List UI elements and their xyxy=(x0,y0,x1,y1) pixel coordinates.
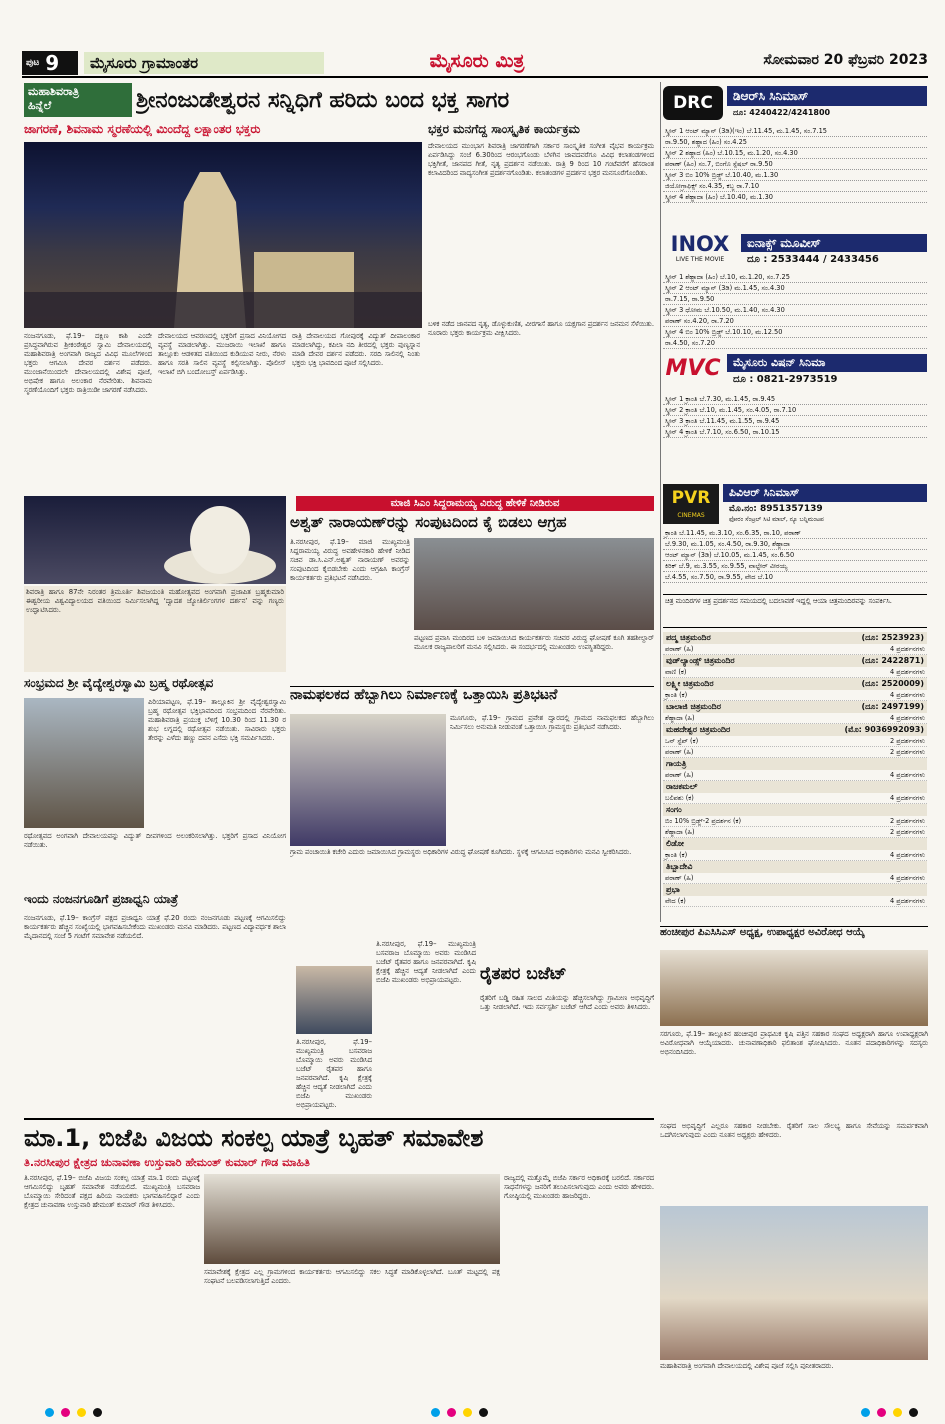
temple-night-photo xyxy=(24,142,422,328)
theatre-name xyxy=(663,655,927,667)
mvc-phone: ದೂ : 0821-2973519 xyxy=(733,374,838,385)
registration-marks-right xyxy=(860,1402,940,1414)
drc-phone: ದೂ: 4240422/4241800 xyxy=(733,108,831,117)
theatre-phone: (ಮೊ: 9036992093) xyxy=(844,725,924,734)
pvr-address: ಫೋರಂ ಸೆಂಟ್ರಲ್ ಸಿಟಿ ಮಾಲ್, ನ್ಯೂ ಬನ್ನಿಮಂಟಪ xyxy=(729,516,824,523)
hebbagilu-headline: ನಾಮಫಲಕದ ಹೆಬ್ಬಾಗಿಲು ನಿರ್ಮಾಣಕ್ಕೆ ಒತ್ತಾಯಿಸಿ ಪ್ರತಿಭಟನೆ xyxy=(290,686,654,712)
mvc-row: ಸ್ಕ್ರೀನ್ 2 ಕ್ರಾಂತಿ ಬೆ.10, ಮ.1.45, ಸಂ.4.05, ರಾ.7.10 xyxy=(663,405,927,416)
drc-row: ರಾ.9.50, ಶಹ್ಜಾದ (ಹಿಂ) ಸಂ.4.25 xyxy=(663,137,927,148)
shiva-idol-photo xyxy=(660,1206,928,1360)
registration-marks-center xyxy=(430,1402,510,1414)
movie-title: ಶೆಹ್ಜಾದಾ (ಹಿ) xyxy=(665,828,695,836)
theatre-show-row xyxy=(663,850,927,861)
pvr-header xyxy=(663,482,927,526)
theatre-show-row xyxy=(663,690,927,701)
lead-headline: ಶ್ರೀನಂಜುಡೇಶ್ವರನ ಸನ್ನಿಧಿಗೆ ಹರಿದು ಬಂದ ಭಕ್ತ ಸಾಗರ xyxy=(136,88,510,113)
theatre-title: ವುಡ್‌ಲ್ಯಾಂಡ್ಸ್ ಚಿತ್ರಮಂದಿರ xyxy=(666,656,735,665)
show-count: 4 ಪ್ರದರ್ಶನಗಳು xyxy=(889,668,925,676)
shivalinga-caption: ಶಿವರಾತ್ರಿ ಹಾಗೂ 87ನೇ ನಿರಂತರ ತ್ರಿಮೂರ್ತಿ ಶಿವಜಯಂತಿ ಮಹೋತ್ಸವದ ಅಂಗವಾಗಿ ಪ್ರಜಾಪಿತ ಬ್ರಹ್ಮಕುಮಾರಿ ಈಶ್ವರೀಯ ವಿಶ್ವವಿದ್ಯಾಲಯದ ವತಿಯಿಂದ ನಿರ್ಮಿಸಲಾಗಿದ್ದ ‘ದ್ವಾದಶ ಜ್ಯೋತಿರ್ಲಿಂಗಗಳ ದರ್ಶನ’ ವನ್ನು ಗಣ್ಯರು ಉದ್ಘಾಟಿಸಿದರು. xyxy=(24,586,286,672)
theatre-show-row xyxy=(663,827,927,838)
reg-dot-black xyxy=(93,1408,102,1417)
masthead: ಮೈಸೂರು ಮಿತ್ರ xyxy=(429,50,525,72)
pvr-row: ಕಿರಿಕ್ ಬೆ.9, ಮ.3.55, ಸಂ.9.55, ವಾಲ್ಟೇರ್ ವೀರಯ್ಯ xyxy=(663,561,927,572)
siddu-kicker: ಮಾಜಿ ಸಿಎಂ ಸಿದ್ದರಾಮಯ್ಯ ವಿರುದ್ಧ ಹೇಳಿಕೆ ನೀಡಿರುವ xyxy=(296,496,654,511)
theatre-title: ಪ್ರಭಾ xyxy=(666,885,680,894)
reg-dot-cyan xyxy=(861,1408,870,1417)
pvr-row: ಕ್ರಾಂತಿ ಬೆ.11.45, ಮ.3.10, ಸಂ.6.35, ರಾ.10, ಪಠಾಣ್ xyxy=(663,528,927,539)
theatre-phone: (ದೂ: 2520009) xyxy=(861,679,924,688)
crowd xyxy=(24,292,422,328)
vijaya-subhead: ತಿ.ನರಸೀಪುರ ಕ್ಷೇತ್ರದ ಚುನಾವಣಾ ಉಸ್ತುವಾರಿ ಹೇಮಂತ್ ಕುಮಾರ್ ಗೌಡ ಮಾಹಿತಿ xyxy=(24,1156,310,1169)
culture-headline: ಭಕ್ತರ ಮನಗೆದ್ದ ಸಾಂಸ್ಕೃತಿಕ ಕಾರ್ಯಕ್ರಮ xyxy=(428,122,580,136)
shivalinga-illustration xyxy=(24,496,286,584)
hanchipura-body-2: ಸಂಘದ ಅಭಿವೃದ್ಧಿಗೆ ಎಲ್ಲರೂ ಸಹಕಾರ ನೀಡಬೇಕು. ರೈತರಿಗೆ ಸಾಲ ಸೌಲಭ್ಯ ಹಾಗೂ ಸೇವೆಯನ್ನು ಸಮರ್ಪಕವಾಗಿ ಒದಗಿಸಲಾಗುವುದು ಎಂದು ನೂತನ ಅಧ್ಯಕ್ಷರು ಹೇಳಿದರು. xyxy=(660,1122,928,1139)
theatre-show-row xyxy=(663,896,927,907)
reg-dot-black xyxy=(479,1408,488,1417)
drc-row: ಸ್ಕ್ರೀನ್ 1 ಆಂಟ್ ಮ್ಯಾನ್ (3ಡಿ)(ಇಂ) ಬೆ.11.45, ಮ.1.45, ಸಂ.7.15 xyxy=(663,126,927,137)
drc-title: ಡಿಆರ್‌ಸಿ ಸಿನಿಮಾಸ್ xyxy=(727,86,927,106)
lead-tag-line1: ಮಹಾಶಿವರಾತ್ರಿ xyxy=(28,85,80,98)
cinema-notice: ಚಿತ್ರ ಮಂದಿರಗಳ ಚಿತ್ರ ಪ್ರದರ್ಶನದ ಸಮಯದಲ್ಲಿ ಬದಲಾವಣೆ ಇದ್ದಲ್ಲಿ ಆಯಾ ಚಿತ್ರಮಂದಿರವನ್ನು ಸಂಪರ್ಕಿಸಿ. xyxy=(663,594,927,628)
show-count: 4 ಪ್ರದರ್ಶನಗಳು xyxy=(889,691,925,699)
temple-illustration xyxy=(24,142,422,328)
budget-portrait xyxy=(296,966,372,1034)
page-number-box xyxy=(22,51,78,75)
vijaya-headline: ಮಾ.1, ಬಿಜೆಪಿ ವಿಜಯ ಸಂಕಲ್ಪ ಯಾತ್ರೆ ಬೃಹತ್ ಸಮಾವೇಶ xyxy=(24,1118,654,1154)
movie-title: ಪಠಾಣ್ (ಹಿ) xyxy=(665,645,694,653)
theatre-name xyxy=(663,758,927,770)
inox-title: ಐನಾಕ್ಸ್ ಮೂವೀಸ್ xyxy=(741,234,927,252)
inox-row: ಸ್ಕ್ರೀನ್ 4 ಬಿಂ 10% ಬ್ರಿಡ್ಜ್ ಬೆ.10.10, ಮ.12.50 xyxy=(663,327,927,338)
drc-row: ಸ್ಕ್ರೀನ್ 3 ಬಿಂ 10% ಬ್ರಿಡ್ಜ್ ಬೆ.10.40, ಮ.1.30 xyxy=(663,170,927,181)
theatre-show-row xyxy=(663,873,927,884)
show-count: 4 ಪ್ರದರ್ಶನಗಳು xyxy=(889,794,925,802)
rathotsava-headline: ಸಂಭ್ರಮದ ಶ್ರೀ ವೈದ್ಯೇಶ್ವರಸ್ವಾಮಿ ಬ್ರಹ್ಮ ರಥೋತ್ಸವ xyxy=(24,676,214,690)
budget-headline: ರೈತಪರ ಬಜೆಟ್ xyxy=(480,964,567,984)
reg-dot-black xyxy=(909,1408,918,1417)
siddu-body: ತಿ.ನರಸೀಪುರ, ಫೆ.19– ಮಾಜಿ ಮುಖ್ಯಮಂತ್ರಿ ಸಿದ್ದರಾಮಯ್ಯ ವಿರುದ್ಧ ಅವಹೇಳನಕಾರಿ ಹೇಳಿಕೆ ನೀಡಿದ ಸಚಿವ ಡಾ.ಸಿ.ಎನ್.ಅಶ್ವತ್ ನಾರಾಯಣ್ ಅವರನ್ನು ಸಂಪುಟದಿಂದ ಕೈಬಿಡಬೇಕು ಎಂದು ಆಗ್ರಹಿಸಿ ಕಾಂಗ್ರೆಸ್ ಕಾರ್ಯಕರ್ತರು ಪ್ರತಿಭಟನೆ ನಡೆಸಿದರು. xyxy=(290,538,410,582)
theatre-name xyxy=(663,724,927,736)
prajadhwani-body: ನಂಜನಗೂಡು, ಫೆ.19– ಕಾಂಗ್ರೆಸ್ ಪಕ್ಷದ ಪ್ರಜಾಧ್ವನಿ ಯಾತ್ರೆ ಫೆ.20 ರಂದು ನಂಜನಗೂಡು ಪಟ್ಟಣಕ್ಕೆ ಆಗಮಿಸಲಿದ್ದು ಕಾರ್ಯಕರ್ತರು ಹೆಚ್ಚಿನ ಸಂಖ್ಯೆಯಲ್ಲಿ ಭಾಗವಹಿಸಬೇಕೆಂದು ಮುಖಂಡರು ಮನವಿ ಮಾಡಿದರು. ಪಟ್ಟಣದ ವಿದ್ಯಾವರ್ಧಕ ಶಾಲಾ ಮೈದಾನದಲ್ಲಿ ಸಂಜೆ 5 ಗಂಟೆಗೆ ಸಮಾವೇಶ ನಡೆಯಲಿದೆ. xyxy=(24,914,286,940)
theatre-phone: (ದೂ: 2497199) xyxy=(861,702,924,711)
theatre-name xyxy=(663,861,927,873)
vijaya-body: ತಿ.ನರಸೀಪುರ, ಫೆ.19– ಬಿಜೆಪಿ ವಿಜಯ ಸಂಕಲ್ಪ ಯಾತ್ರೆ ಮಾ.1 ರಂದು ಪಟ್ಟಣಕ್ಕೆ ಆಗಮಿಸಲಿದ್ದು ಬೃಹತ್ ಸಮಾವೇಶ ನಡೆಯಲಿದೆ. ಮುಖ್ಯಮಂತ್ರಿ ಬಸವರಾಜ ಬೊಮ್ಮಾಯಿ ಸೇರಿದಂತೆ ಪಕ್ಷದ ಹಿರಿಯ ನಾಯಕರು ಭಾಗವಹಿಸಲಿದ್ದಾರೆ ಎಂದು ಕ್ಷೇತ್ರದ ಚುನಾವಣಾ ಉಸ್ತುವಾರಿ ಹೇಮಂತ್ ಕುಮಾರ್ ಗೌಡ ತಿಳಿಸಿದರು. xyxy=(24,1174,200,1209)
show-count: 4 ಪ್ರದರ್ಶನಗಳು xyxy=(889,645,925,653)
theatre-name xyxy=(663,701,927,713)
pvr-schedule xyxy=(663,528,927,584)
rathotsava-body-2: ರಥೋತ್ಸವದ ಅಂಗವಾಗಿ ದೇವಾಲಯವನ್ನು ವಿದ್ಯುತ್ ದೀಪಗಳಿಂದ ಅಲಂಕರಿಸಲಾಗಿತ್ತು. ಭಕ್ತರಿಗೆ ಪ್ರಸಾದ ವಿನಿಯೋಗ ನಡೆಯಿತು. xyxy=(24,832,286,849)
hanchipura-photo xyxy=(660,950,928,1026)
registration-marks-left xyxy=(44,1402,124,1414)
pvr-row: ಬೆ.4.55, ಸಂ.7.50, ರಾ.9.55, ವೇದ ಬೆ.10 xyxy=(663,572,927,583)
siddu-body-2: ಪಟ್ಟಣದ ಪ್ರವಾಸಿ ಮಂದಿರದ ಬಳಿ ಜಮಾಯಿಸಿದ ಕಾರ್ಯಕರ್ತರು ಸಚಿವರ ವಿರುದ್ಧ ಘೋಷಣೆ ಕೂಗಿ ತಹಶೀಲ್ದಾರ್ ಮೂಲಕ ರಾಜ್ಯಪಾಲರಿಗೆ ಮನವಿ ಸಲ್ಲಿಸಿದರು. ಈ ಸಂದರ್ಭದಲ್ಲಿ ಮುಖಂಡರು ಉಪಸ್ಥಿತರಿದ್ದರು. xyxy=(414,634,654,651)
theatre-show-row xyxy=(663,747,927,758)
protest-photo xyxy=(414,538,654,630)
movie-title: ಪಠಾಣ್ (ಹಿ) xyxy=(665,771,694,779)
rathotsava-body: ಪಿರಿಯಾಪಟ್ಟಣ, ಫೆ.19– ತಾಲ್ಲೂಕಿನ ಶ್ರೀ ವೈದ್ಯೇಶ್ವರಸ್ವಾಮಿ ಬ್ರಹ್ಮ ರಥೋತ್ಸವ ಭಕ್ತಿಭಾವದಿಂದ ಸಂಭ್ರಮದಿಂದ ನೆರವೇರಿತು. ಮಹಾಶಿವರಾತ್ರಿ ಪ್ರಯುಕ್ತ ಬೆಳಿಗ್ಗೆ 10.30 ರಿಂದ 11.30 ರ ಶುಭ ಲಗ್ನದಲ್ಲಿ ರಥೋತ್ಸವ ನಡೆಯಿತು. ಸಾವಿರಾರು ಭಕ್ತರು ತೇರನ್ನು ಎಳೆದು ಹಣ್ಣು ದವನ ಎಸೆದು ಭಕ್ತಿ ಸಮರ್ಪಿಸಿದರು. xyxy=(148,698,286,742)
inox-phone: ದೂ : 2533444 / 2433456 xyxy=(747,254,879,265)
mvc-row: ಸ್ಕ್ರೀನ್ 3 ಕ್ರಾಂತಿ ಬೆ.11.45, ಮ.1.55, ರಾ.9.45 xyxy=(663,416,927,427)
culture-body: ದೇವಾಲಯದ ಮುಂಭಾಗ ಶಿವರಾತ್ರಿ ಜಾಗರಣೆಗಾಗಿ ಸರ್ಕಾರ ಸಾಂಸ್ಕೃತಿಕ ಸಂಗೀತ ವೈಭವ ಕಾರ್ಯಕ್ರಮ ಏರ್ಪಡಿಸಿದ್ದು ಸಂಜೆ 6.30ರಿಂದ ಆರಂಭಗೊಂಡು ಬೆಳಗಿನ ಜಾವದವರೆಗೂ ವಿವಿಧ ಕಲಾತಂಡಗಳಿಂದ ಭಕ್ತಿಗೀತೆ, ಜಾನಪದ ಗೀತೆ, ನೃತ್ಯ ಪ್ರದರ್ಶನ ನಡೆಯಿತು. ರಾತ್ರಿ 9 ರಿಂದ 10 ಗಂಟೆವರೆಗೆ ಹೆಸರಾಂತ ಕಲಾವಿದರಿಂದ ವಾದ್ಯಸಂಗೀತ ಪ್ರದರ್ಶನಗೊಂಡಿತು. ಕಲಾತಂಡಗಳ ಪ್ರದರ್ಶನ ಭಕ್ತರ ಮನಸೂರೆಗೊಂಡಿತು. xyxy=(428,142,654,177)
drc-header xyxy=(663,84,927,124)
theatre-title: ಬಾಲಾಜಿ ಚಿತ್ರಮಂದಿರ xyxy=(666,702,721,711)
theatre-name xyxy=(663,632,927,644)
inox-row: ಸ್ಕ್ರೀನ್ 2 ಆಂಟ್ ಮ್ಯಾನ್ (3ಡಿ) ಮ.1.45, ಸಂ.4.30 xyxy=(663,283,927,294)
mvc-header xyxy=(663,352,927,392)
hanchipura-headline: ಹಂಚೀಪುರ ಪಿಎಸಿಸಿಎಸ್ ಅಧ್ಯಕ್ಷ, ಉಪಾಧ್ಯಕ್ಷರ ಅವಿರೋಧ ಆಯ್ಕೆ xyxy=(660,926,928,946)
theatre-show-row xyxy=(663,770,927,781)
reg-dot-magenta xyxy=(61,1408,70,1417)
theatre-phone: (ದೂ: 2422871) xyxy=(861,656,924,665)
show-count: 4 ಪ್ರದರ್ಶನಗಳು xyxy=(889,771,925,779)
show-count: 2 ಪ್ರದರ್ಶನಗಳು xyxy=(889,828,925,836)
reg-dot-yellow xyxy=(77,1408,86,1417)
drc-row: ಸ್ಕ್ರೀನ್ 4 ಶೆಹ್ಜಾದಾ (ಹಿಂ) ಬೆ.10.40, ಮ.1.30 xyxy=(663,192,927,203)
pvr-logo-text: PVR xyxy=(671,488,711,508)
theatre-show-row xyxy=(663,736,927,747)
reg-dot-cyan xyxy=(431,1408,440,1417)
movie-title: ಕ್ರಾಂತಿ (ಕ) xyxy=(665,691,688,699)
mvc-logo: MVC xyxy=(665,356,721,381)
reg-dot-yellow xyxy=(893,1408,902,1417)
pvr-title: ಪಿವಿಆರ್ ಸಿನಿಮಾಸ್ xyxy=(723,484,927,502)
reg-dot-magenta xyxy=(447,1408,456,1417)
movie-title: ವೇದ (ಕ) xyxy=(665,897,686,905)
mvc-row: ಸ್ಕ್ರೀನ್ 4 ಕ್ರಾಂತಿ ಬೆ.7.10, ಸಂ.6.50, ರಾ.10.15 xyxy=(663,427,927,438)
pvr-row: ಆಂಟ್ ಮ್ಯಾನ್ (3ಡಿ) ಬೆ.10.05, ಮ.1.45, ಸಂ.6.50 xyxy=(663,550,927,561)
culture-body-2: ಬಳಿಕ ನಡೆದ ಜಾನಪದ ನೃತ್ಯ, ಡೊಳ್ಳುಕುಣಿತ, ವೀರಗಾಸೆ ಹಾಗೂ ಯಕ್ಷಗಾನ ಪ್ರದರ್ಶನ ಜನಮನ ಸೆಳೆಯಿತು. ನೂರಾರು ಭಕ್ತರು ಕಾರ್ಯಕ್ರಮ ವೀಕ್ಷಿಸಿದರು. xyxy=(428,320,654,337)
lead-tag xyxy=(24,83,132,117)
drc-row: ಸ್ಕ್ರೀನ್ 2 ಶಹ್ಜಾದ (ಹಿಂ) ಬೆ.10.15, ಮ.1.20, ಸಂ.4.30 xyxy=(663,148,927,159)
header-date: ಸೋಮವಾರ 20 ಫೆಬ್ರವರಿ 2023 xyxy=(763,52,928,68)
theatre-show-row xyxy=(663,644,927,655)
siddu-headline: ಅಶ್ವತ್ ನಾರಾಯಣ್‌ರನ್ನು ಸಂಪುಟದಿಂದ ಕೈ ಬಿಡಲು ಆಗ್ರಹ xyxy=(290,513,567,531)
theatre-title: ಪದ್ಮ ಚಿತ್ರಮಂದಿರ xyxy=(666,633,711,642)
lead-tag-line2: ಹಿನ್ನೆಲೆ xyxy=(28,99,52,112)
show-count: 4 ಪ್ರದರ್ಶನಗಳು xyxy=(889,897,925,905)
movie-title: ವಾಣಿ (ಕ) xyxy=(665,668,687,676)
theatre-show-row xyxy=(663,667,927,678)
theatre-name xyxy=(663,884,927,896)
theatre-title: ಗಾಯತ್ರಿ xyxy=(666,759,687,768)
inox-row: ರಾ.7.15, ರಾ.9.50 xyxy=(663,294,927,305)
vijaya-body-2: ಸಮಾವೇಶಕ್ಕೆ ಕ್ಷೇತ್ರದ ಎಲ್ಲ ಗ್ರಾಮಗಳಿಂದ ಕಾರ್ಯಕರ್ತರು ಆಗಮಿಸಲಿದ್ದು ಸಕಲ ಸಿದ್ಧತೆ ಮಾಡಿಕೊಳ್ಳಲಾಗಿದೆ. ಬೂತ್ ಮಟ್ಟದಲ್ಲಿ ಪಕ್ಷ ಸಂಘಟನೆ ಬಲಪಡಿಸಲಾಗುತ್ತಿದೆ ಎಂದರು. xyxy=(204,1268,500,1285)
reg-dot-cyan xyxy=(45,1408,54,1417)
hebbagilu-photo xyxy=(290,714,446,846)
vijaya-photo xyxy=(204,1174,500,1264)
theatre-title: ಲಿಡೋ xyxy=(666,839,684,848)
show-count: 2 ಪ್ರದರ್ಶನಗಳು xyxy=(889,817,925,825)
pvr-row: ಬೆ.9.30, ಮ.1.05, ಸಂ.4.50, ರಾ.9.30, ಶೆಹ್ಜಾದಾ xyxy=(663,539,927,550)
reg-dot-magenta xyxy=(877,1408,886,1417)
inox-row: ರಾ.4.50, ಸಂ.7.20 xyxy=(663,338,927,349)
lead-subhead: ಜಾಗರಣೆ, ಶಿವನಾಮ ಸ್ಮರಣೆಯಲ್ಲಿ ಮಿಂದೆದ್ದ ಲಕ್ಷಾಂತರ ಭಕ್ತರು xyxy=(24,122,261,136)
show-count: 4 ಪ್ರದರ್ಶನಗಳು xyxy=(889,874,925,882)
pvr-logo-sub: CINEMAS xyxy=(677,512,705,519)
lead-body-col2: ದೇವಾಲಯದ ಆವರಣದಲ್ಲಿ ಭಕ್ತರಿಗೆ ಪ್ರಸಾದ ವಿನಿಯೋಗದ ವ್ಯವಸ್ಥೆ ಮಾಡಲಾಗಿತ್ತು. ಮುಜರಾಯಿ ಇಲಾಖೆ ಹಾಗೂ ತಾಲ್ಲೂಕು ಆಡಳಿತದ ವತಿಯಿಂದ ಕುಡಿಯುವ ನೀರು, ನೆರಳು ಹಾಗೂ ಸರತಿ ಸಾಲಿನ ವ್ಯವಸ್ಥೆ ಕಲ್ಪಿಸಲಾಗಿತ್ತು. ಪೊಲೀಸ್ ಇಲಾಖೆ ಬಿಗಿ ಬಂದೋಬಸ್ತ್ ಏರ್ಪಡಿಸಿತ್ತು. xyxy=(158,332,286,376)
drc-logo: DRC xyxy=(663,86,723,120)
reg-dot-yellow xyxy=(463,1408,472,1417)
budget-body-3: ತಿ.ನರಸೀಪುರ, ಫೆ.19– ಮುಖ್ಯಮಂತ್ರಿ ಬಸವರಾಜ ಬೊಮ್ಮಾಯಿ ಅವರು ಮಂಡಿಸಿದ ಬಜೆಟ್ ರೈತಪರ ಹಾಗೂ ಜನಪರವಾಗಿದೆ. ಕೃಷಿ ಕ್ಷೇತ್ರಕ್ಕೆ ಹೆಚ್ಚಿನ ಆದ್ಯತೆ ನೀಡಲಾಗಿದೆ ಎಂದು ಬಿಜೆಪಿ ಮುಖಂಡರು ಅಭಿಪ್ರಾಯಪಟ್ಟರು. xyxy=(296,1038,372,1109)
mvc-title: ಮೈಸೂರು ವಿಷನ್ ಸಿನಿಮಾ xyxy=(727,354,927,372)
chariot-photo xyxy=(24,698,144,828)
theatre-name xyxy=(663,678,927,690)
theatre-name xyxy=(663,804,927,816)
drc-row: ಪಠಾಣ್ (ಹಿಂ) ಸಂ.7, ಬಿಂಗೊ ಸ್ಪೆಷಲ್ ರಾ.9.50 xyxy=(663,159,927,170)
show-count: 4 ಪ್ರದರ್ಶನಗಳು xyxy=(889,714,925,722)
movie-title: ಪಠಾಣ್ (ಹಿ) xyxy=(665,748,694,756)
page-number: 9 xyxy=(45,51,60,75)
movie-title: ಬಿಂ 10% ಬ್ರಿಡ್ಜ್-2 ಪ್ರದರ್ಶನ (ಕ) xyxy=(665,817,742,825)
drc-row: ಜಿಯೋಗ್ರಾಫಿಕ್ಸ್ ಸಂ.4.35, ಕಬ್ಜ ರಾ.7.10 xyxy=(663,181,927,192)
theatre-show-row xyxy=(663,793,927,804)
hebbagilu-body: ಮೂಗೂರು, ಫೆ.19– ಗ್ರಾಮದ ಪ್ರವೇಶ ದ್ವಾರದಲ್ಲಿ ಗ್ರಾಮದ ನಾಮಫಲಕದ ಹೆಬ್ಬಾಗಿಲು ನಿರ್ಮಿಸಲು ಅನುಮತಿ ನೀಡುವಂತೆ ಒತ್ತಾಯಿಸಿ ಗ್ರಾಮಸ್ಥರು ಪ್ರತಿಭಟನೆ ನಡೆಸಿದರು. xyxy=(450,714,654,731)
hanchipura-body: ಸರಗೂರು, ಫೆ.19– ತಾಲ್ಲೂಕಿನ ಹಂಚೀಪುರ ಪ್ರಾಥಮಿಕ ಕೃಷಿ ಪತ್ತಿನ ಸಹಕಾರ ಸಂಘದ ಅಧ್ಯಕ್ಷರಾಗಿ ಹಾಗೂ ಉಪಾಧ್ಯಕ್ಷರಾಗಿ ಅವಿರೋಧವಾಗಿ ಆಯ್ಕೆಯಾದರು. ಚುನಾವಣಾಧಿಕಾರಿ ಫಲಿತಾಂಶ ಘೋಷಿಸಿದರು. ನೂತನ ಪದಾಧಿಕಾರಿಗಳನ್ನು ಸದಸ್ಯರು ಅಭಿನಂದಿಸಿದರು. xyxy=(660,1030,928,1056)
inox-row: ಸ್ಕ್ರೀನ್ 3 ಧೋಮ ಬೆ.10.50, ಮ.1.40, ಸಂ.4.30 xyxy=(663,305,927,316)
page-header xyxy=(22,48,928,78)
movie-title: ಕ್ರಾಂತಿ (ಕ) xyxy=(665,851,688,859)
shivalinga-photo xyxy=(24,496,286,584)
theatre-show-row xyxy=(663,713,927,724)
inox-logo: INOX xyxy=(670,232,730,256)
linga-top xyxy=(190,506,250,574)
theatre-name xyxy=(663,781,927,793)
vijaya-body-3: ರಾಜ್ಯದಲ್ಲಿ ಮತ್ತೊಮ್ಮೆ ಬಿಜೆಪಿ ಸರ್ಕಾರ ಅಧಿಕಾರಕ್ಕೆ ಬರಲಿದೆ. ಸರ್ಕಾರದ ಸಾಧನೆಗಳನ್ನು ಜನರಿಗೆ ತಲುಪಿಸಲಾಗುವುದು ಎಂದು ಅವರು ಹೇಳಿದರು. ಗೋಷ್ಠಿಯಲ್ಲಿ ಮುಖಂಡರು ಹಾಜರಿದ್ದರು. xyxy=(504,1174,654,1200)
budget-body-2: ರೈತರಿಗೆ ಬಡ್ಡಿ ರಹಿತ ಸಾಲದ ಮಿತಿಯನ್ನು ಹೆಚ್ಚಿಸಲಾಗಿದ್ದು ಗ್ರಾಮೀಣ ಅಭಿವೃದ್ಧಿಗೆ ಒತ್ತು ನೀಡಲಾಗಿದೆ. ಇದು ಸರ್ವಸ್ಪರ್ಶಿ ಬಜೆಟ್ ಆಗಿದೆ ಎಂದು ಅವರು ತಿಳಿಸಿದರು. xyxy=(480,994,654,1011)
theatre-title: ಲಕ್ಷ್ಮೀ ಚಿತ್ರಮಂದಿರ xyxy=(666,679,714,688)
inox-header xyxy=(663,232,927,268)
page-label: ಪುಟ xyxy=(26,58,40,68)
movie-title: ಒನ್ ಸ್ಟೆಪ್ (ಕ) xyxy=(665,737,699,745)
lead-body-col1: ನಂಜನಗೂಡು, ಫೆ.19– ದಕ್ಷಿಣ ಕಾಶಿ ಎಂದೇ ಪ್ರಸಿದ್ಧವಾಗಿರುವ ಶ್ರೀಕಂಠೇಶ್ವರ ಸ್ವಾಮಿ ದೇವಾಲಯದಲ್ಲಿ ಮಹಾಶಿವರಾತ್ರಿ ಅಂಗವಾಗಿ ರಾಜ್ಯದ ವಿವಿಧ ಮೂಲೆಗಳಿಂದ ಭಕ್ತರು ಆಗಮಿಸಿ ದೇವರ ದರ್ಶನ ಪಡೆದರು. ಮುಂಜಾನೆಯಿಂದಲೇ ದೇವಾಲಯದಲ್ಲಿ ವಿಶೇಷ ಪೂಜೆ, ಅಭಿಷೇಕ ಹಾಗೂ ಅಲಂಕಾರ ನೆರವೇರಿತು. ಶಿವನಾಮ ಸ್ಮರಣೆಯೊಂದಿಗೆ ಭಕ್ತರು ರಾತ್ರಿಯಿಡೀ ಜಾಗರಣೆ ನಡೆಸಿದರು. xyxy=(24,332,152,394)
theatre-title: ಮಹದೇಶ್ವರ ಚಿತ್ರಮಂದಿರ xyxy=(666,725,731,734)
inox-schedule xyxy=(663,272,927,348)
hebbagilu-body-2: ಗ್ರಾಮ ಪಂಚಾಯಿತಿ ಕಚೇರಿ ಎದುರು ಜಮಾಯಿಸಿದ ಗ್ರಾಮಸ್ಥರು ಅಧಿಕಾರಿಗಳ ವಿರುದ್ಧ ಘೋಷಣೆ ಕೂಗಿದರು. ಸ್ಥಳಕ್ಕೆ ಆಗಮಿಸಿದ ಅಧಿಕಾರಿಗಳು ಮನವಿ ಸ್ವೀಕರಿಸಿದರು. xyxy=(290,848,632,856)
pvr-logo xyxy=(663,484,719,524)
lead-body-col3: ರಾತ್ರಿ ದೇವಾಲಯದ ಗೋಪುರಕ್ಕೆ ವಿದ್ಯುತ್ ದೀಪಾಲಂಕಾರ ಮಾಡಲಾಗಿದ್ದು, ಕಪಿಲಾ ನದಿ ತೀರದಲ್ಲಿ ಭಕ್ತರು ಪುಣ್ಯಸ್ನಾನ ಮಾಡಿ ದೇವರ ದರ್ಶನ ಪಡೆದರು. ಸರದಿ ಸಾಲಿನಲ್ಲಿ ನಿಂತು ಭಕ್ತರು ಭಕ್ತಿ ಭಾವದಿಂದ ಪೂಜೆ ಸಲ್ಲಿಸಿದರು. xyxy=(292,332,420,367)
theatre-title: ಸಂಗಂ xyxy=(666,805,682,814)
hanchipura-caption: ಮಹಾಶಿವರಾತ್ರಿ ಅಂಗವಾಗಿ ದೇವಾಲಯದಲ್ಲಿ ವಿಶೇಷ ಪೂಜೆ ಸಲ್ಲಿಸಿ ಪುನೀತರಾದರು. xyxy=(660,1362,834,1370)
theatre-title: ರಾಜಕಮಲ್ xyxy=(666,782,698,791)
section-title: ಮೈಸೂರು ಗ್ರಾಮಾಂತರ xyxy=(84,52,324,74)
show-count: 2 ಪ್ರದರ್ಶನಗಳು xyxy=(889,737,925,745)
inox-row: ಸ್ಕ್ರೀನ್ 1 ಶೆಹ್ಜಾದಾ (ಹಿಂ) ಬೆ.10, ಮ.1.20, ಸಂ.7.25 xyxy=(663,272,927,283)
pvr-phone: ಮೊ.ನಂ: 8951357139 xyxy=(729,504,823,514)
show-count: 4 ಪ್ರದರ್ಶನಗಳು xyxy=(889,851,925,859)
prajadhwani-headline: ಇಂದು ನಂಜನಗೂಡಿಗೆ ಪ್ರಜಾಧ್ವನಿ ಯಾತ್ರೆ xyxy=(24,892,179,906)
cinema-column xyxy=(660,82,928,922)
theatre-title: ತಿಬ್ಬಾದೇವಿ xyxy=(666,862,693,871)
theatre-phone: (ದೂ: 2523923) xyxy=(861,633,924,642)
budget-body: ತಿ.ನರಸೀಪುರ, ಫೆ.19– ಮುಖ್ಯಮಂತ್ರಿ ಬಸವರಾಜ ಬೊಮ್ಮಾಯಿ ಅವರು ಮಂಡಿಸಿದ ಬಜೆಟ್ ರೈತಪರ ಹಾಗೂ ಜನಪರವಾಗಿದೆ. ಕೃಷಿ ಕ್ಷೇತ್ರಕ್ಕೆ ಹೆಚ್ಚಿನ ಆದ್ಯತೆ ನೀಡಲಾಗಿದೆ ಎಂದು ಬಿಜೆಪಿ ಮುಖಂಡರು ಅಭಿಪ್ರಾಯಪಟ್ಟರು. xyxy=(376,940,476,984)
theatre-list xyxy=(663,632,927,920)
inox-tagline: LIVE THE MOVIE xyxy=(675,256,725,263)
movie-title: ಪಠಾಣ್ (ಹಿ) xyxy=(665,874,694,882)
mvc-schedule xyxy=(663,394,927,438)
theatre-show-row xyxy=(663,816,927,827)
inox-row: ಪಠಾಣ್ ಸಂ.4.20, ರಾ.7.20 xyxy=(663,316,927,327)
show-count: 2 ಪ್ರದರ್ಶನಗಳು xyxy=(889,748,925,756)
theatre-name xyxy=(663,838,927,850)
mvc-row: ಸ್ಕ್ರೀನ್ 1 ಕ್ರಾಂತಿ ಬೆ.7.30, ಮ.1.45, ರಾ.9.45 xyxy=(663,394,927,405)
movie-title: ಬಲಿಪಶು (ಕ) xyxy=(665,794,694,802)
movie-title: ಶೆಹ್ಜಾದಾ (ಹಿ) xyxy=(665,714,695,722)
